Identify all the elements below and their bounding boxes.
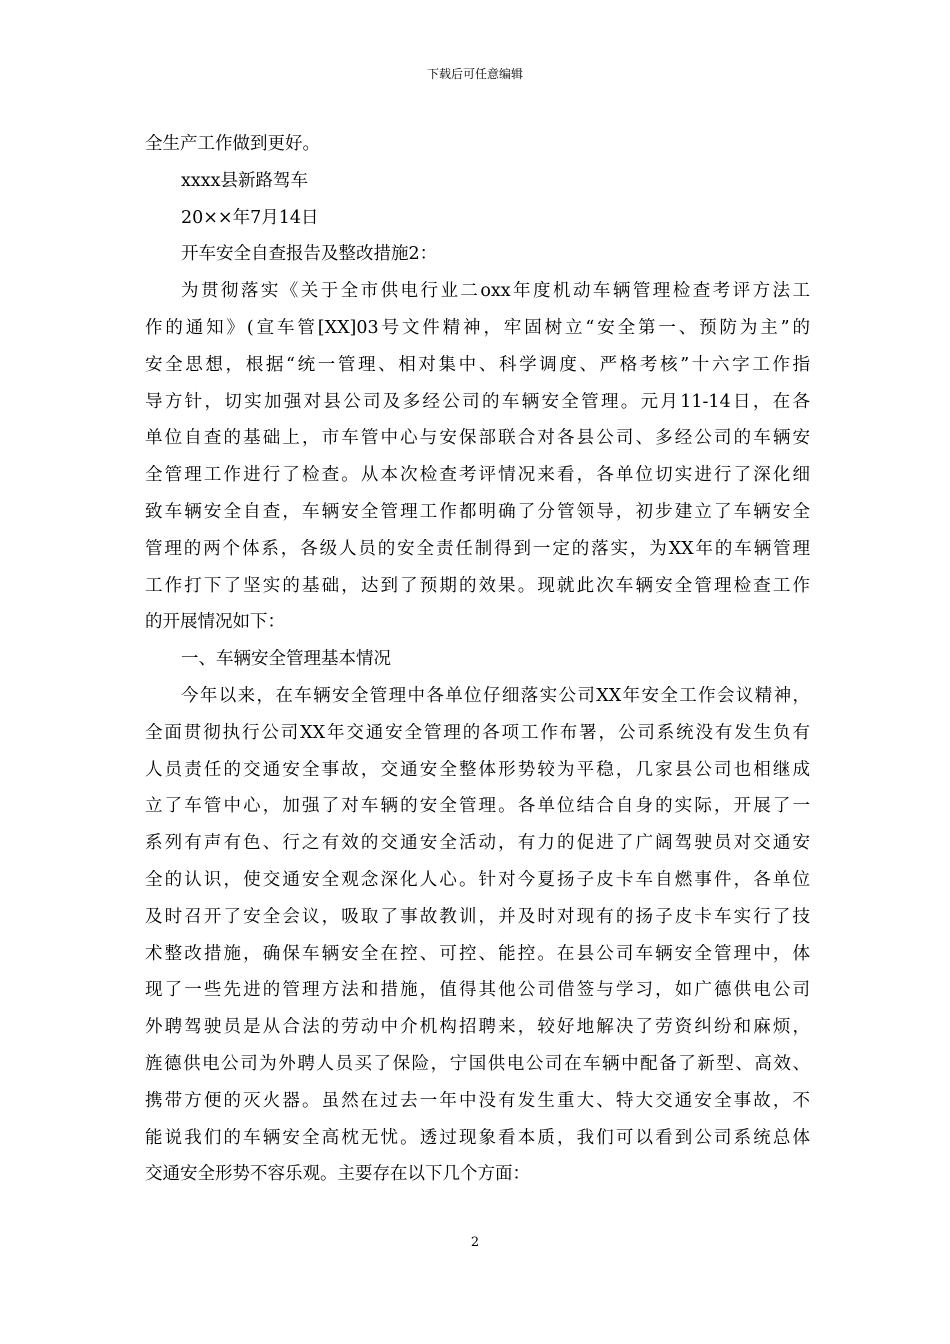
paragraph-line: 导方针，切实加强对县公司及多经公司的车辆安全管理。元月11-14日，在各 <box>145 391 810 412</box>
paragraph-line: 立了车管中心，加强了对车辆的安全管理。各单位结合自身的实际，开展了一 <box>145 796 810 817</box>
paragraph-line: 外聘驾驶员是从合法的劳动中介机构招聘来，较好地解决了劳资纠纷和麻烦， <box>145 1017 810 1038</box>
paragraph-line: 的开展情况如下： <box>145 612 285 633</box>
paragraph-line: 全面贯彻执行公司XX年交通安全管理的各项工作布署，公司系统没有发生负有 <box>145 722 810 743</box>
paragraph-line: 作的通知》(宣车管[XX]03号文件精神，牢固树立“安全第一、预防为主”的 <box>145 317 810 338</box>
paragraph-line: 系列有声有色、行之有效的交通安全活动，有力的促进了广阔驾驶员对交通安 <box>145 833 810 854</box>
paragraph-line: 术整改措施，确保车辆安全在控、可控、能控。在县公司车辆安全管理中，体 <box>145 943 810 964</box>
paragraph-line: 管理的两个体系，各级人员的安全责任制得到一定的落实，为XX年的车辆管理 <box>145 538 810 559</box>
paragraph-line: 交通安全形势不容乐观。主要存在以下几个方面： <box>145 1164 530 1185</box>
section-heading-report-2: 开车安全自查报告及整改措施2： <box>181 244 438 265</box>
paragraph-line: 及时召开了安全会议，吸取了事故教训，并及时对现有的扬子皮卡车实行了技 <box>145 906 810 927</box>
paragraph-line: 现了一些先进的管理方法和措施，值得其他公司借签与学习，如广德供电公司 <box>145 980 810 1001</box>
paragraph-line: 为贯彻落实《关于全市供电行业二oxx年度机动车辆管理检查考评方法工 <box>181 281 810 302</box>
paragraph-line: 人员责任的交通安全事故，交通安全整体形势较为平稳，几家县公司也相继成 <box>145 759 810 780</box>
paragraph-line: 单位自查的基础上，市车管中心与安保部联合对各县公司、多经公司的车辆安 <box>145 428 810 449</box>
page-number: 2 <box>470 1235 480 1250</box>
paragraph-line: 全管理工作进行了检查。从本次检查考评情况来看，各单位切实进行了深化细 <box>145 465 810 486</box>
paragraph-line: 携带方便的灭火器。虽然在过去一年中没有发生重大、特大交通安全事故，不 <box>145 1090 810 1111</box>
page-header: 下载后可任意编辑 <box>426 67 523 81</box>
paragraph-line: 今年以来，在车辆安全管理中各单位仔细落实公司XX年安全工作会议精神， <box>181 685 810 706</box>
text-line-signature-org: xxxx县新路驾车 <box>181 170 308 191</box>
paragraph-line: 工作打下了坚实的基础，达到了预期的效果。现就此次车辆安全管理检查工作 <box>145 575 810 596</box>
paragraph-line: 能说我们的车辆安全高枕无忧。透过现象看本质，我们可以看到公司系统总体 <box>145 1127 810 1148</box>
paragraph-line: 旌德供电公司为外聘人员买了保险，宁国供电公司在车辆中配备了新型、高效、 <box>145 1053 810 1074</box>
paragraph-line: 安全思想，根据“统一管理、相对集中、科学调度、严格考核”十六字工作指 <box>145 354 810 375</box>
text-line-continuation: 全生产工作做到更好。 <box>145 134 320 154</box>
paragraph-line: 全的认识，使交通安全观念深化人心。针对今夏扬子皮卡车自燃事件，各单位 <box>145 869 810 890</box>
section-heading-basic-situation: 一、车辆安全管理基本情况 <box>181 649 391 670</box>
paragraph-line: 致车辆安全自查，车辆安全管理工作都明确了分管领导，初步建立了车辆安全 <box>145 501 810 522</box>
document-body <box>145 126 810 1193</box>
text-line-signature-date: 20××年7月14日 <box>181 207 319 228</box>
